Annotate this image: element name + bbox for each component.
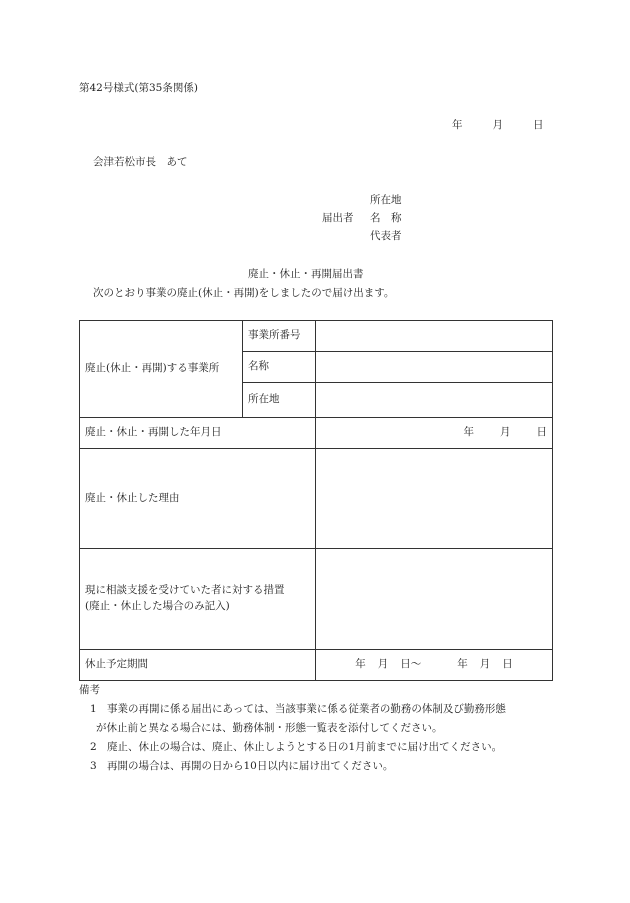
period-to-year: 年 (457, 658, 468, 671)
office-label: 廃止(休止・再開)する事業所 (80, 321, 243, 418)
period-to-day: 日 (502, 658, 513, 671)
applicant-label: 届出者 (322, 212, 354, 224)
office-number-field[interactable] (316, 321, 553, 352)
note-1-text-continued: が休止前と異なる場合には、勤務体制・形態一覧表を添付してください。 (96, 722, 443, 734)
measures-label (80, 549, 316, 650)
measures-label-line-1: 現に相談支援を受けていた者に対する措置 (85, 584, 285, 597)
date-year-label: 年 (463, 426, 474, 439)
document-title: 廃止・休止・再開届出書 (248, 268, 364, 280)
month-label: 月 (492, 119, 503, 131)
date-month-label: 月 (500, 426, 511, 439)
date-day-label: 日 (536, 426, 547, 439)
form-number: 第42号様式(第35条関係) (79, 82, 198, 94)
submission-date (452, 119, 544, 132)
office-name-label: 名称 (243, 352, 316, 383)
period-to-month: 月 (479, 658, 491, 671)
applicant-name-label: 名 称 (370, 212, 402, 224)
period-from-month: 月 (377, 658, 389, 671)
period-label: 休止予定期間 (80, 650, 316, 681)
applicant-representative-label: 代表者 (370, 230, 402, 242)
office-address-field[interactable] (316, 383, 553, 418)
applicant-address-label: 所在地 (370, 194, 402, 206)
note-3-number: 3 (90, 760, 97, 772)
period-from-day: 日～ (400, 658, 422, 671)
reason-label: 廃止・休止した理由 (80, 449, 316, 549)
period-field[interactable] (316, 650, 553, 681)
day-label: 日 (533, 119, 544, 131)
date-field[interactable] (316, 418, 553, 449)
note-1-text: 事業の再開に係る届出にあっては、当該事業に係る従業者の勤務の体制及び勤務形態 (107, 703, 506, 715)
note-2-number: 2 (90, 741, 97, 753)
reason-field[interactable] (316, 449, 553, 549)
note-3-text: 再開の場合は、再開の日から10日以内に届け出てください。 (107, 760, 394, 772)
measures-field[interactable] (316, 549, 553, 650)
measures-label-line-2: (廃止・休止した場合のみ記入) (85, 600, 230, 612)
notes-heading: 備考 (79, 684, 100, 696)
office-address-label: 所在地 (243, 383, 316, 418)
office-name-field[interactable] (316, 352, 553, 383)
year-label: 年 (452, 119, 463, 131)
date-label: 廃止・休止・再開した年月日 (80, 418, 316, 449)
notification-table (79, 320, 553, 681)
note-2-text: 廃止、休止の場合は、廃止、休止しようとする日の1月前までに届け出てください。 (107, 741, 503, 753)
addressee: 会津若松市長 あて (93, 156, 188, 168)
intro-text: 次のとおり事業の廃止(休止・再開)をしましたので届け出ます。 (93, 287, 395, 299)
office-number-label: 事業所番号 (243, 321, 316, 352)
note-1-number: 1 (90, 703, 97, 715)
period-from-year: 年 (355, 658, 366, 671)
